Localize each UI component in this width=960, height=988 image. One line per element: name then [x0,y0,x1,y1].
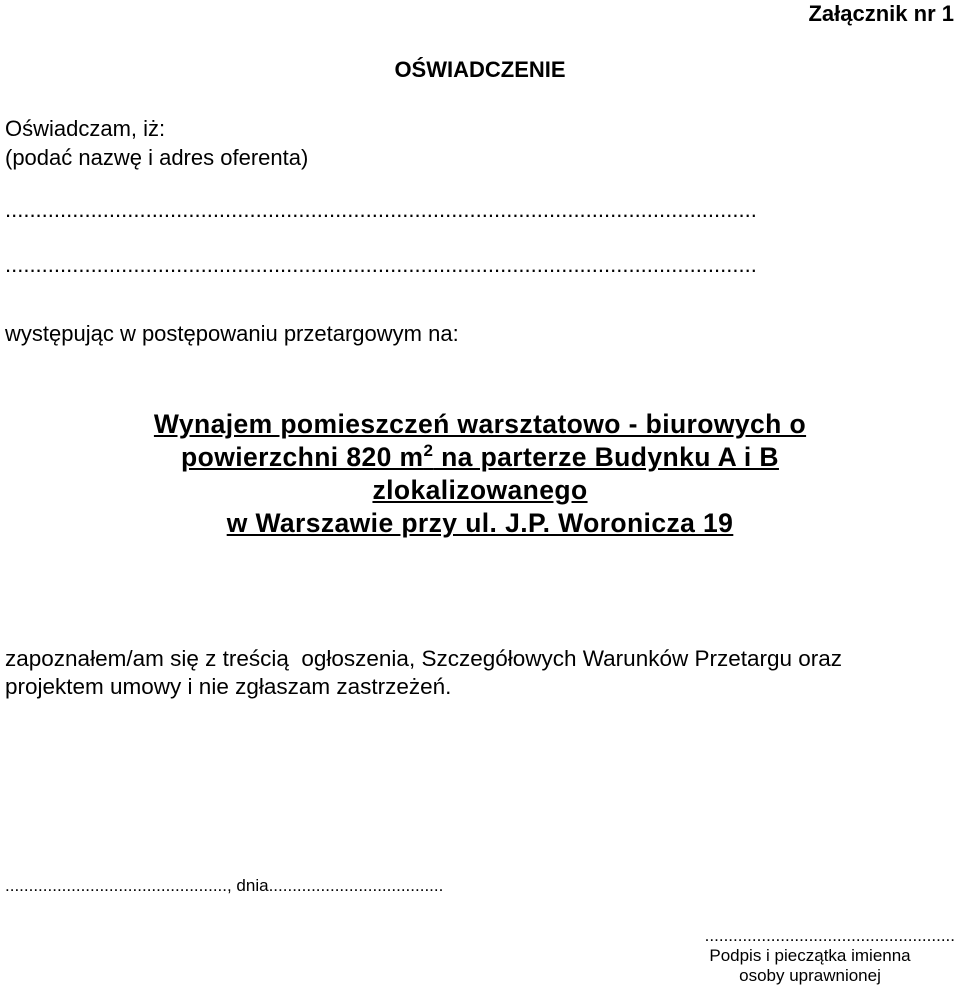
tender-subject-line-4: w Warszawie przy ul. J.P. Woronicza 19 [226,508,734,538]
acknowledgement-line-2: projektem umowy i nie zgłaszam zastrzeżeń. [5,674,452,699]
proceeding-text: występując w postępowaniu przetargowym na: [5,321,459,346]
signature-area [665,926,955,986]
area-unit-superscript: 2 [423,441,434,460]
declare-text: Oświadczam, iż: [5,116,166,141]
tender-subject-building: na parterze Budynku A i B [433,442,779,472]
bidder-name-hint: (podać nazwę i adres oferenta) [5,145,309,170]
place-date-field: ..............................................., dnia..................................... [5,876,444,895]
acknowledgement-text [5,645,960,701]
annex-label: Załącznik nr 1 [808,1,954,26]
document-title: OŚWIADCZENIE [394,57,566,82]
tender-subject-line-2 [0,441,960,474]
acknowledgement-line-1: zapoznałem/am się z treścią ogłoszenia, Szczegółowych Warunków Przetargu oraz [5,646,843,671]
signature-label-line-2: osoby uprawnionej [739,966,881,985]
bidder-fill-line-2: ........................................................................................................................... [5,255,757,275]
tender-subject-line-1: Wynajem pomieszczeń warsztatowo - biurowych o [153,409,807,439]
signature-label-line-1: Podpis i pieczątka imienna [709,946,911,965]
tender-subject-line-3: zlokalizowanego [372,475,588,505]
tender-subject-area: powierzchni 820 m [181,442,424,472]
bidder-fill-line-1: ........................................................................................................................... [5,200,757,220]
signature-fill-line: ..................................................... [704,926,955,945]
tender-subject [0,408,960,540]
